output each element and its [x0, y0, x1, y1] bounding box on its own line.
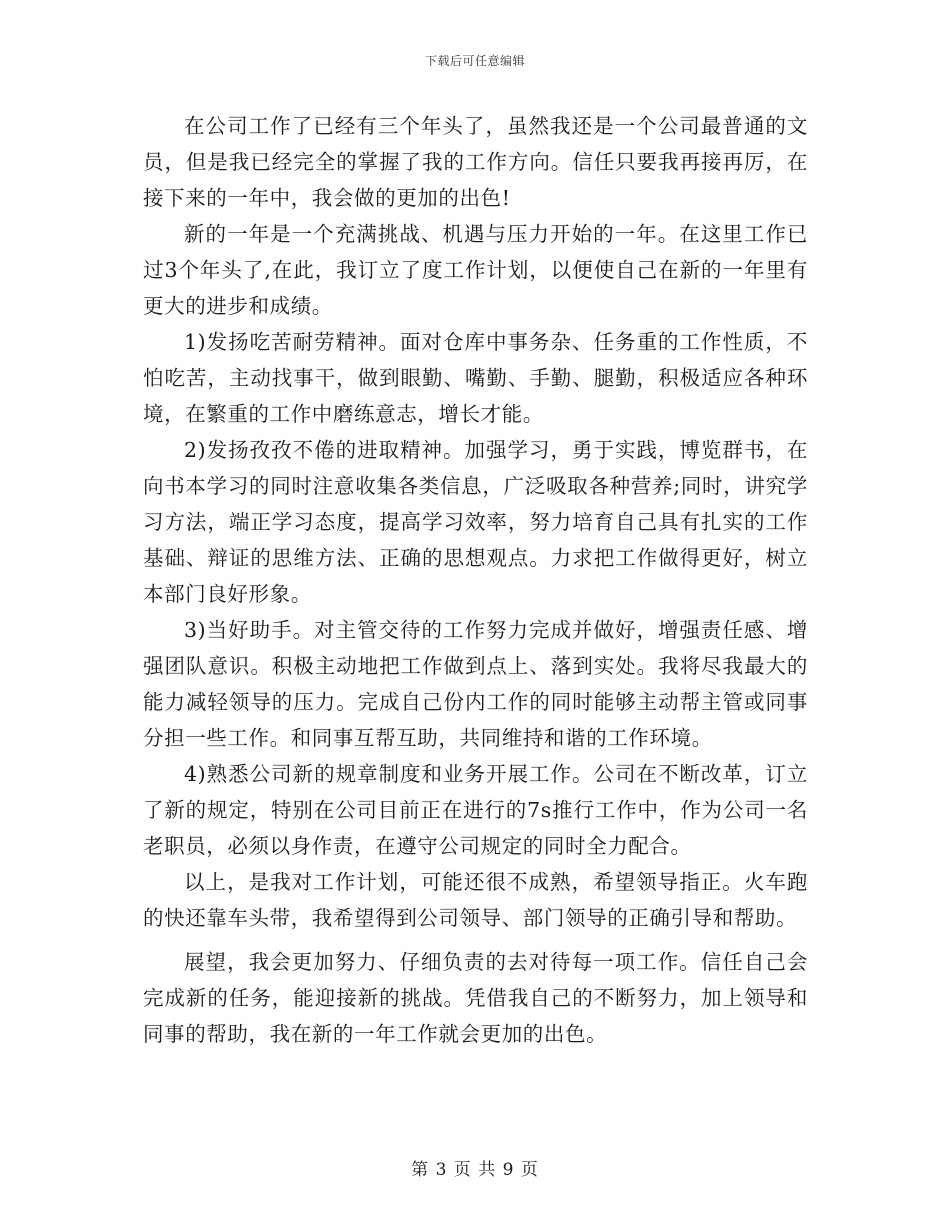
paragraph-item-2: 2)发扬孜孜不倦的进取精神。加强学习，勇于实践，博览群书，在向书本学习的同时注意收集各类信息，广泛吸取各种营养;同时，讲究学习方法，端正学习态度，提高学习效率，努力培育自己具有扎实的工作基础、辩证的思维方法、正确的思想观点。力求把工作做得更好，树立本部门良好形象。 — [143, 438, 808, 606]
paragraph-item-1: 1)发扬吃苦耐劳精神。面对仓库中事务杂、任务重的工作性质，不怕吃苦，主动找事干，做到眼勤、嘴勤、手勤、腿勤，积极适应各种环境，在繁重的工作中磨练意志，增长才能。 — [143, 330, 808, 426]
page-header-note: 下载后可任意编辑 — [424, 54, 525, 68]
paragraph-item-3: 3)当好助手。对主管交待的工作努力完成并做好，增强责任感、增强团队意识。积极主动地把工作做到点上、落到实处。我将尽我最大的能力减轻领导的压力。完成自己份内工作的同时能够主动帮主管或同事分担一些工作。和同事互帮互助，共同维持和谐的工作环境。 — [143, 618, 808, 750]
paragraph-intro: 在公司工作了已经有三个年头了，虽然我还是一个公司最普通的文员，但是我已经完全的掌握了我的工作方向。信任只要我再接再厉，在接下来的一年中，我会做的更加的出色! — [143, 114, 808, 210]
paragraph-item-4: 4)熟悉公司新的规章制度和业务开展工作。公司在不断改革，订立了新的规定，特别在公司目前正在进行的7s推行工作中，作为公司一名老职员，必须以身作责，在遵守公司规定的同时全力配合。 — [143, 762, 808, 858]
paragraph-summary: 以上，是我对工作计划，可能还很不成熟，希望领导指正。火车跑的快还靠车头带，我希望得到公司领导、部门领导的正确引导和帮助。 — [143, 870, 808, 930]
paragraph-outlook: 展望，我会更加努力、仔细负责的去对待每一项工作。信任自己会完成新的任务，能迎接新的挑战。凭借我自己的不断努力，加上领导和同事的帮助，我在新的一年工作就会更加的出色。 — [143, 950, 808, 1046]
page-number-footer: 第 3 页 共 9 页 — [411, 1160, 539, 1180]
paragraph-new-year-plan: 新的一年是一个充满挑战、机遇与压力开始的一年。在这里工作已过3个年头了,在此，我订立了度工作计划，以便使自己在新的一年里有更大的进步和成绩。 — [143, 222, 808, 318]
document-body — [143, 108, 808, 1052]
